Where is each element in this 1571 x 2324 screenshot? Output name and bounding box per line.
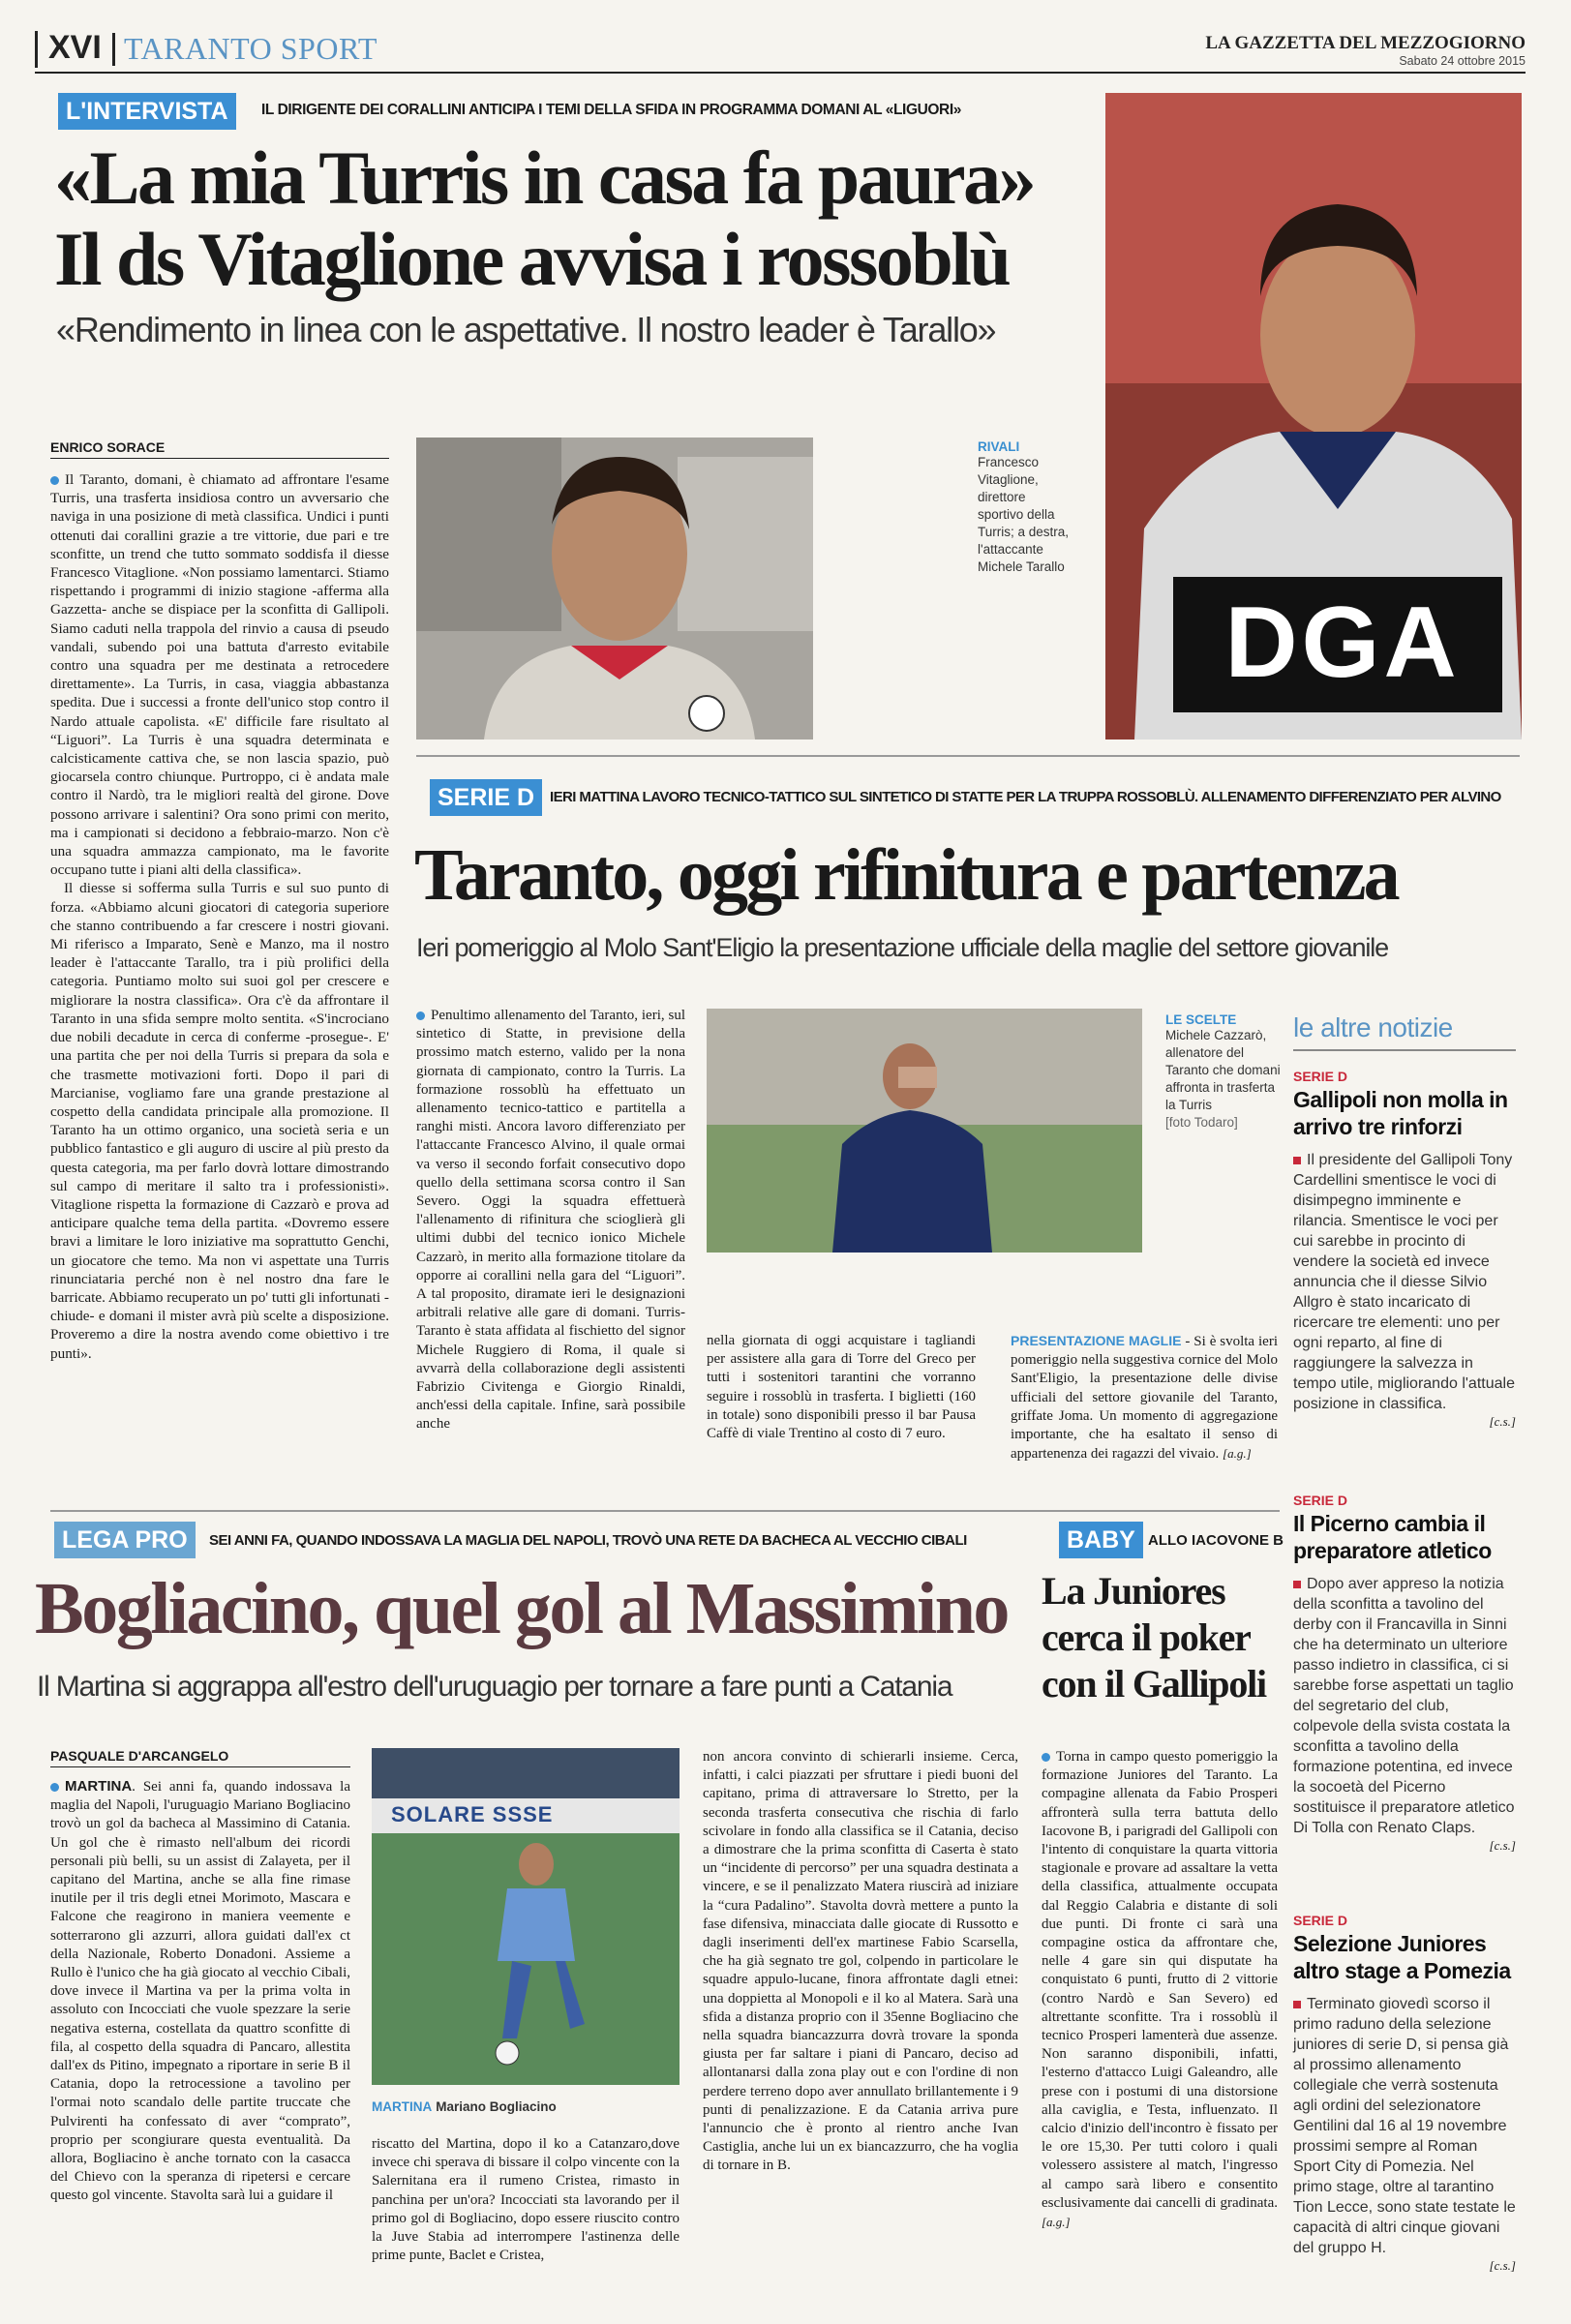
subhead-legapro: Il Martina si aggrappa all'estro dell'uruguagio per tornare a fare punti a Catania: [37, 1671, 952, 1703]
kicker-legapro: SEI ANNI FA, QUANDO INDOSSAVA LA MAGLIA DEL NAPOLI, TROVÒ UNA RETE DA BACHECA AL VECCHIO CIBALI: [209, 1532, 967, 1549]
player-illustration: [372, 1748, 680, 2085]
bullet-icon: [1293, 1581, 1301, 1588]
bullet-icon: [50, 1783, 59, 1792]
box-title: PRESENTAZIONE MAGLIE: [1011, 1333, 1182, 1348]
sidebar-altre-notizie: [1293, 1012, 1516, 2309]
masthead-rule: [35, 31, 38, 68]
sidebar-title: le altre notizie: [1293, 1012, 1516, 1051]
bullet-icon: [50, 476, 59, 485]
bullet-icon: [416, 1011, 425, 1020]
caption-text: Francesco Vitaglione, direttore sportivo della Turris; a destra, l'attaccante Michele Tarallo: [978, 455, 1070, 574]
signature: [c.s.]: [1489, 2258, 1516, 2273]
portrait-illustration: [416, 438, 813, 739]
sidebar-kicker: SERIE D: [1293, 1913, 1348, 1928]
separator: [50, 1510, 1280, 1512]
byline-darcangelo: PASQUALE D'ARCANGELO: [50, 1748, 350, 1767]
paragraph: nella giornata di oggi acquistare i tagliandi per assistere alla gara di Torre del Greco per tutti i sostenitori tarantini che vorranno seguire i rossoblù in trasferta. I biglietti (160 in totale) sono disponibili presso il bar Pausa Caffè di viale Trentino al costo di 7 euro.: [707, 1333, 976, 1442]
masthead-divider: [112, 33, 115, 66]
box-presentazione: PRESENTAZIONE MAGLIE - Si è svolta ieri pomeriggio nella suggestiva cornice del Molo Sant'Eligio, la presentazione delle divise ufficiali del settore giovanile del Taranto, griffate Joma. Un momento di aggregazione importante, che ha esaltato il senso di appartenenza dei ragazzi del vivaio. [a.g.]: [1011, 1333, 1278, 1463]
masthead: [35, 29, 1526, 74]
sidebar-kicker: SERIE D: [1293, 1493, 1348, 1508]
kicker-box-intervista: L'INTERVISTA: [58, 93, 236, 130]
article-intervista-body: [50, 470, 389, 1487]
stadium-banner: SOLARE SSSE: [391, 1802, 554, 1826]
photo-vitaglione: [416, 438, 813, 739]
subhead-seried: Ieri pomeriggio al Molo Sant'Eligio la presentazione ufficiale della maglie del settore giovanile: [416, 933, 1389, 962]
paragraph: riscatto del Martina, dopo il ko a Catanzaro,dove invece chi sperava di bissare il colpo vincente con la Salernitana era il rumeno Cristea, rimasto in panchina per un'ora? Incocciati sta lavorando per il primo gol di Bogliacino, dopo essere riuscito contro la Juve Stabia ad interrompere l'astinenza delle prime punte, Baclet e Cristea,: [372, 2136, 680, 2264]
sidebar-item-text: Terminato giovedì scorso il primo raduno della selezione juniores di serie D, si pensa già al prossimo allenamento collegiale che verrà sostenuta agli ordini del selezionatore Gentilini dal 16 al 19 novembre prossimi sempre al Roman Sport City di Pomezia. Nel primo stage, oltre al tarantino Tion Lecce, sono state testate le capacità di altri cinque giovani del gruppo H.: [1293, 1996, 1516, 2256]
shirt-sponsor: DGA: [1224, 587, 1461, 699]
article-legapro-body-2: [372, 2135, 680, 2309]
headline-seried: Taranto, oggi rifinitura e partenza: [414, 834, 1398, 916]
photo-bogliacino: [372, 1748, 680, 2085]
bullet-icon: [1293, 1157, 1301, 1164]
sidebar-kicker: SERIE D: [1293, 1069, 1348, 1084]
headline-intervista-2: Il ds Vitaglione avvisa i rossoblù: [54, 217, 1010, 301]
kicker-box-legapro: LEGA PRO: [54, 1522, 196, 1558]
signature: [a.g.]: [1042, 2215, 1071, 2230]
sidebar-item-title: Selezione Juniores altro stage a Pomezia: [1293, 1931, 1511, 1983]
article-seried-body-1: [416, 1007, 685, 1491]
coach-illustration: [707, 1009, 1142, 1253]
sidebar-item: [1293, 1913, 1516, 2274]
sidebar-item-title: Gallipoli non molla in arrivo tre rinforzi: [1293, 1087, 1508, 1139]
kicker-box-baby: BABY: [1059, 1522, 1143, 1558]
paragraph: Penultimo allenamento del Taranto, ieri, sul sintetico di Statte, in previsione della prossimo match esterno, valido per la nona giornata di campionato, contro la Turris. La formazione rossoblù ha effettuato un allenamento tecnico-tattico e partitella a ranghi misti. Ancora lavoro differenziato per l'attaccante Francesco Alvino, il quale ormai va verso il secondo forfait consecutivo dopo quello della settimana scorsa contro il San Severo. Oggi la squadra effettuerà l'allenamento di rifinitura che scioglierà gli ultimi dubbi del tecnico ionico Michele Cazzarò, in merito alla formazione titolare da opporre ai corallini nella gara del “Liguori”. A tal proposito, diramate ieri le designazioni arbitrali relative alle gare di domani. Turris-Taranto è stata affidata al fischietto del signor Michele Ruggiero di Roma, il quale si avvarrà della collaborazione degli assistenti Fabrizio Civitenga e Giorgio Rinaldi, anch'essi della capitale. Infine, sarà possibile anche: [416, 1008, 685, 1433]
box-text: Si è svolta ieri pomeriggio nella suggestiva cornice del Molo Sant'Eligio, la presentazione delle divise ufficiali del settore giovanile del Taranto, griffate Joma. Un momento di aggregazione importante, che ha esaltato il senso di appartenenza dei ragazzi del vivaio.: [1011, 1334, 1278, 1463]
caption-martina: [372, 2098, 680, 2116]
paragraph: Torna in campo questo pomeriggio la formazione Juniores del Taranto. La compagine allenata da Fabio Prosperi affronterà sulla terra battuta dello Iacovone B, i parigradi del Gallipoli con l'intento di conquistare la quarta vittoria stagionale e provare ad assaltare la vetta della classifica, attualmente occupata dal Reggio Calabria e distante di soli due punti. Di fronte ci sarà una compagine ostica da affrontare che, nelle 4 gare sin qui disputate ha conquistato 6 punti, frutto di 2 vittorie (contro Nardò e San Severo) ed altrettante sconfitte. Tra i rossoblù il tecnico Prosperi lamenterà due assenze. Non saranno disponibili, infatti, l'esterno d'attacco Luigi Galeandro, alle prese con i postumi di una distorsione alla caviglia, e Testa, influenzato. Il calcio d'inizio dell'incontro è fissato per le ore 15,30. Per tutti coloro i quali volessero assistere al match, l'ingresso al campo sarà libero e consentito esclusivamente dai cancelli di gradinata.: [1042, 1749, 1278, 2211]
headline-intervista-1: «La mia Turris in casa fa paura»: [54, 136, 1035, 220]
sidebar-item: [1293, 1493, 1516, 1854]
caption-text: Michele Cazzarò, allenatore del Taranto che domani affronta in trasferta la Turris: [1165, 1028, 1281, 1112]
newspaper-name: LA GAZZETTA DEL MEZZOGIORNO: [1205, 33, 1526, 53]
article-baby-body: [1042, 1748, 1278, 2309]
bullet-icon: [1293, 2001, 1301, 2008]
caption-title: LE SCELTE: [1165, 1012, 1237, 1027]
caption-title: RIVALI: [978, 439, 1020, 454]
dateline: MARTINA: [65, 1778, 133, 1795]
article-seried-body-2: [707, 1332, 976, 1506]
article-legapro-body-3: [703, 1748, 1018, 2309]
signature: [c.s.]: [1489, 1838, 1516, 1853]
kicker-baby: ALLO IACOVONE B: [1148, 1532, 1284, 1549]
signature: [a.g.]: [1223, 1446, 1252, 1462]
caption-scelte: [1165, 1012, 1282, 1132]
article-legapro-body-1: MARTINA. Sei anni fa, quando indossava la maglia del Napoli, l'uruguagio Mariano Bogliacino trovò un gol da bacheca al Massimino di Catania. Un gol che è rimasto nell'album dei ricordi personali più belli, su un assist di Zalayeta, per il capitano del Martina, anche se alla fine rimase inutile per il tris degli etnei Morimoto, Mascara e Falcone che reagirono in maniera veemente e sotterrarono gli azzurri, allora guidati dall'ex ct della Nazionale, Roberto Donadoni. Assieme a Rullo è l'unico che ha già giocato al vecchio Cibali, dove invece il Martina va per la prima volta in assoluto con Incocciati che vuole spezzare la serie negativa esterna, costellata da quattro sconfitte di fila, al cospetto della squadra di Pancaro, allestita dall'ex ds Pitino, impegnato a riportare in serie B il Catania, dopo la retrocessione a tavolino per l'ormai noto scandalo delle partite truccate che Pulvirenti ha confessato di aver “comprato”, proprio per scongiurare questa eventualità. Da allora, Bogliacino è anche tornato con la casacca del Chievo con la speranza di ripetersi e cercare questo gol vincente. Stavolta sarà lui a guidare il: [50, 1778, 350, 2204]
paragraph: non ancora convinto di schierarli insieme. Cerca, infatti, i calci piazzati per sfruttare i piedi buoni del capitano, prima di attraversare lo Stretto, per la seconda trasferta consecutiva che rischia di farlo scivolare in fondo alla classifica se il Catania, deciso a dimostrare che la prima sconfitta di Caserta è stato un “incidente di percorso” per una squadra destinata a vincere, e se il penalizzato Matera riuscirà ad iniziare la “cura Padalino”. Stavolta dovrà mettere a punto la fase difensiva, minacciata dalle giocate di Russotto e dagli inserimenti dell'ex martinese Fabio Scarsella, che ha già segnato tre gol, colpendo in particolare le squadre appulo-lucane, finora affrontate dagli etnei: una doppietta al Monopoli e il ko al Matera. Sarà una sfida a distanza proprio con il 35enne Bogliacino che nella squadra biancazzurra dovrà trovare la sponda giusta per far saltare i piani di Pancaro, deciso ad allontanarsi dalla zona play out e con l'ordine di non perdere terreno dopo aver annullato brillantemente i 9 punti di penalizzazione. E da Catania arriva pure l'annuncio che è pronto al rientro anche Ivan Castiglia, anche lui un ex biancazzurro, che ha voglia di tornare in B.: [703, 1749, 1018, 2174]
sidebar-item: [1293, 1069, 1516, 1430]
subhead-intervista: «Rendimento in linea con le aspettative. Il nostro leader è Tarallo»: [56, 310, 996, 349]
paragraph: Sei anni fa, quando indossava la maglia del Napoli, l'uruguagio Mariano Bogliacino trovò un gol da bacheca al Massimino di Catania. Un gol che è rimasto nell'album dei ricordi personali più belli, su un assist di Zalayeta, per il capitano del Martina, anche se alla fine rimase inutile per il tris degli etnei Morimoto, Mascara e Falcone che reagirono in maniera veemente e sotterrarono gli azzurri, allora guidati dall'ex ct della Nazionale, Roberto Donadoni. Assieme a Rullo è l'unico che ha già giocato al vecchio Cibali, dove invece il Martina va per la prima volta in assoluto con Incocciati che vuole spezzare la serie negativa esterna, costellata da quattro sconfitte di fila, al cospetto della squadra di Pancaro, allestita dall'ex ds Pitino, impegnato a riportare in serie B il Catania, dopo la retrocessione a tavolino per l'ormai noto scandalo delle partite truccate che Pulvirenti ha confessato di aver “comprato”, proprio per scongiurare questa eventualità. Da allora, Bogliacino è anche tornato con la casacca del Chievo con la speranza di ripetersi e cercare questo gol vincente. Stavolta sarà lui a guidare il: [50, 1779, 350, 2204]
kicker-intervista: IL DIRIGENTE DEI CORALLINI ANTICIPA I TEMI DELLA SFIDA IN PROGRAMMA DOMANI AL «LIGUORI»: [261, 102, 961, 118]
separator: [416, 755, 1520, 757]
byline-sorace: ENRICO SORACE: [50, 439, 389, 459]
paragraph: Il diesse si sofferma sulla Turris e sul suo punto di forza. «Abbiamo alcuni giocatori di categoria superiore che stanno contribuendo a far crescere i nostri giovani. Mi riferisco a Imparato, Senè e Manzo, ma il nostro leader è l'attaccante Tarallo, tra i più prolifici della categoria. Puntiamo molto sui suoi gol per crescere e migliorare la nostra classifica». Ora c'è da affrontare il Taranto in una sfida sempre molto sentita. «S'incrociano due nobili decadute in cerca di conferme -prosegue-. E' una partita che per noi della Turris si prepara da sola e che trasmette motivazioni forti. Dopo il pari di Marcianise, vogliamo fare una grande prestazione al cospetto della candidata principale alla promozione. Il Taranto ha un ottimo organico, una società seria e un pubblico fantastico e gli auguro di uscire al più presto da questa categoria, ma per farlo dovrà lottare dimostrando sul campo di meritare il salto tra i professionisti». Vitaglione rispetta la formazione di Cazzarò e prova ad anticipare qualche tema della partita. «Dovremo essere bravi a limitare le loro iniziative ma soprattutto Genchi, un giocatore che temo. Ma non vi aspettate una Turris rinunciataria perché non è nel nostro dna fare le barricate. Abbiamo recuperato un po' tutti gli infortunati -chiude- e domani il mister avrà più scelte a disposizione. Proveremo a dire la nostra avendo come obiettivo i tre punti».: [50, 880, 389, 1362]
sidebar-item-text: Il presidente del Gallipoli Tony Cardellini smentisce le voci di disimpegno imminente e rilancia. Smentisce le voci per cui sarebbe in procinto di vendere la società ed invece annuncia che il diesse Silvio Allgro è stato incaricato di ricercare tre elementi: uno per ogni reparto, al fine di raggiungere la salvezza in tempo utile, migliorando l'attuale posizione in classifica.: [1293, 1152, 1515, 1412]
paragraph: Il Taranto, domani, è chiamato ad affrontare l'esame Turris, una trasferta insidiosa contro un avversario che naviga in una posizione di metà classifica. Undici i punti ottenuti dai corallini grazie a tre vittorie, due pari e tre sconfitte, un trend che tutto sommato soddisfa il diesse Francesco Vitaglione. «Non possiamo lamentarci. Stiamo rispettando i programmi di inizio stagione -afferma alla Gazzetta- anche se dispiace per la sconfitta di Gallipoli. Siamo caduti nella trappola del rinvio a causa di pseudo vandali, subendo poi una battuta d'arresto evitabile contro una squadra per me destinata a retrocedere direttamente». La Turris, in casa, viaggia abbastanza spedita. Due i successi a fronte dell'unico stop contro il Nardo attuale capolista. «E' difficile fare risultato al “Liguori”. La Turris è una squadra determinata e calcisticamente cattiva che, se non lascia spazio, può giocarsela contro chiunque. Purtroppo, ci è andata male contro il Nardò, tra le migliori realtà del girone. Dove possono arrivare i salentini? Ora sono primi con merito, ma i campionati si decidono a febbraio-marzo. Non c'è una squadra ammazza campionato, ma le favorite occupano tutte i piani alti della classifica».: [50, 471, 389, 879]
signature: [c.s.]: [1489, 1414, 1516, 1429]
page-number: XVI: [48, 29, 102, 66]
headline-baby: La Juniores cerca il poker con il Gallipoli: [1042, 1569, 1266, 1705]
headline-legapro: Bogliacino, quel gol al Massimino: [35, 1568, 1008, 1649]
section-title: TARANTO SPORT: [124, 31, 378, 66]
caption-rivali: [978, 439, 1074, 576]
kicker-box-seried: SERIE D: [430, 779, 542, 816]
photo-tarallo: [1105, 93, 1522, 739]
caption-title: MARTINA: [372, 2099, 433, 2114]
issue-date: Sabato 24 ottobre 2015: [1399, 54, 1526, 68]
kicker-seried: IERI MATTINA LAVORO TECNICO-TATTICO SUL SINTETICO DI STATTE PER LA TRUPPA ROSSOBLÙ. ALLENAMENTO DIFFERENZIATO PER ALVINO: [550, 789, 1501, 805]
photo-cazzaro: [707, 1009, 1142, 1253]
caption-text: Mariano Bogliacino: [436, 2099, 557, 2114]
photo-credit: [foto Todaro]: [1165, 1115, 1238, 1130]
sidebar-item-text: Dopo aver appreso la notizia della sconfitta a tavolino del derby con il Francavilla in Sinni che ha determinato un ulteriore passo indietro in classifica, ci si sarebbe forse aspettati un taglio del segretario del club, colpevole della svista costata la sconfitta a tavolino della formazione potentina, ed invece la socoetà del Picerno sostituisce il preparatore atletico Di Tolla con Renato Claps.: [1293, 1576, 1515, 1836]
sidebar-item-title: Il Picerno cambia il preparatore atletico: [1293, 1511, 1492, 1563]
bullet-icon: [1042, 1753, 1050, 1762]
